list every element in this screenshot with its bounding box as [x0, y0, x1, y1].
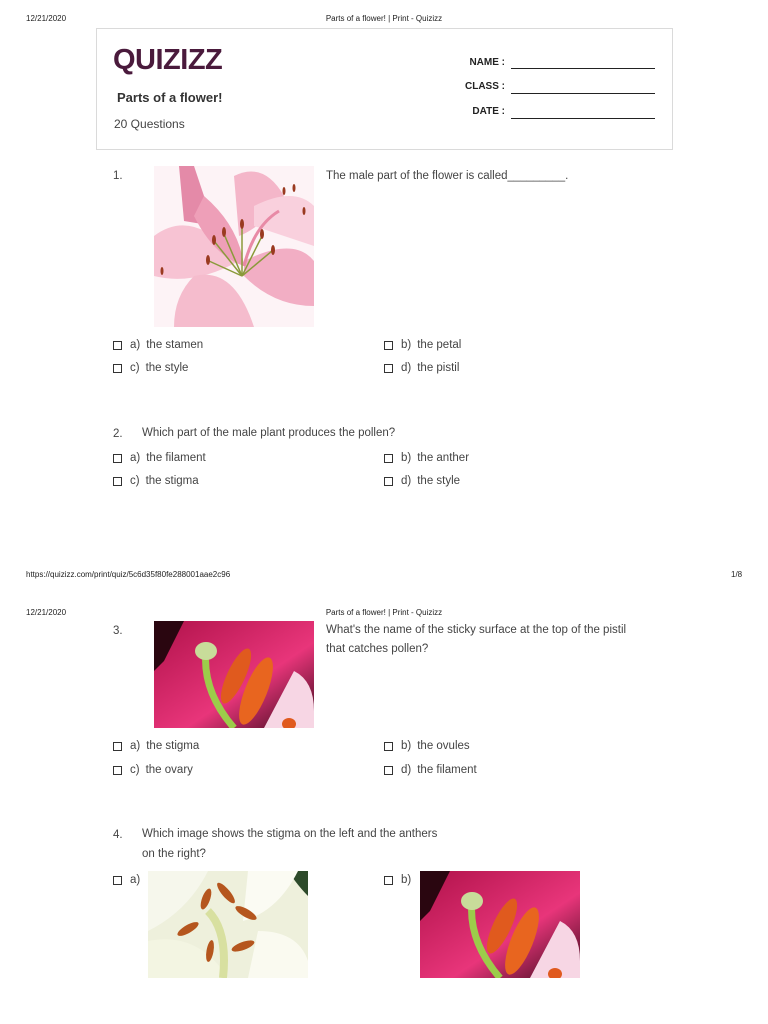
checkbox[interactable] [384, 766, 393, 775]
checkbox[interactable] [113, 742, 122, 751]
option-letter: c) [130, 764, 140, 776]
option-text: the stigma [145, 475, 199, 487]
checkbox[interactable] [113, 364, 122, 373]
question-count: 20 Questions [114, 117, 185, 131]
option-letter: b) [401, 740, 412, 752]
checkbox[interactable] [113, 341, 122, 350]
q2-option-a[interactable] [113, 452, 206, 464]
option-letter: b) [401, 874, 412, 886]
print-page-title: Parts of a flower! | Print - Quizizz [325, 608, 443, 617]
question-4-text-line2: on the right? [142, 848, 206, 860]
class-field[interactable] [511, 93, 655, 94]
q1-option-b[interactable] [384, 339, 461, 351]
name-field[interactable] [511, 68, 655, 69]
option-letter: a) [130, 740, 141, 752]
q4-option-b[interactable] [384, 874, 417, 886]
date-field[interactable] [511, 118, 655, 119]
q1-option-a[interactable] [113, 339, 203, 351]
option-letter: c) [130, 475, 140, 487]
page-number: 1/8 [731, 570, 743, 579]
q3-option-b[interactable] [384, 740, 470, 752]
question-4-number: 4. [113, 829, 123, 841]
checkbox[interactable] [384, 477, 393, 486]
question-4-text-line1: Which image shows the stigma on the left and the anthers [142, 828, 438, 840]
question-1-number: 1. [113, 170, 123, 182]
option-text: the ovules [417, 740, 470, 752]
class-label: CLASS : [465, 81, 505, 92]
option-text: the filament [417, 764, 477, 776]
stigma-closeup-photo [154, 621, 314, 728]
option-text: the stamen [146, 339, 204, 351]
q3-option-c[interactable] [113, 764, 193, 776]
date-label: DATE : [472, 106, 505, 117]
print-date: 12/21/2020 [26, 608, 67, 617]
q1-option-d[interactable] [384, 362, 459, 374]
white-lily-anthers-photo[interactable] [148, 871, 308, 978]
checkbox[interactable] [113, 454, 122, 463]
option-letter: d) [401, 764, 412, 776]
option-letter: a) [130, 339, 141, 351]
option-text: the stigma [146, 740, 200, 752]
checkbox[interactable] [384, 876, 393, 885]
print-page-title: Parts of a flower! | Print - Quizizz [325, 14, 443, 23]
stigma-closeup-photo[interactable] [420, 871, 580, 978]
option-text: the anther [417, 452, 470, 464]
checkbox[interactable] [384, 341, 393, 350]
option-letter: b) [401, 339, 412, 351]
option-letter: a) [130, 874, 141, 886]
question-2-number: 2. [113, 428, 123, 440]
question-3-text-line1: What's the name of the sticky surface at the top of the pistil [326, 624, 627, 636]
q2-option-d[interactable] [384, 475, 460, 487]
q4-option-a[interactable] [113, 874, 146, 886]
q2-option-b[interactable] [384, 452, 469, 464]
checkbox[interactable] [384, 364, 393, 373]
option-letter: c) [130, 362, 140, 374]
q3-option-d[interactable] [384, 764, 477, 776]
quiz-header-card [96, 28, 673, 150]
checkbox[interactable] [384, 454, 393, 463]
option-letter: b) [401, 452, 412, 464]
checkbox[interactable] [113, 766, 122, 775]
question-2-text: Which part of the male plant produces the pollen? [142, 427, 396, 439]
quizizz-logo [113, 41, 225, 75]
svg-text:QUIZIZZ: QUIZIZZ [113, 44, 223, 75]
question-1-text: The male part of the flower is called_________. [326, 170, 569, 182]
option-letter: d) [401, 362, 412, 374]
checkbox[interactable] [113, 876, 122, 885]
quiz-title: Parts of a flower! [117, 90, 223, 105]
checkbox[interactable] [384, 742, 393, 751]
option-text: the pistil [417, 362, 460, 374]
option-text: the filament [146, 452, 206, 464]
question-3-number: 3. [113, 625, 123, 637]
print-url: https://quizizz.com/print/quiz/5c6d35f80fe288001aae2c96 [26, 570, 231, 579]
checkbox[interactable] [113, 477, 122, 486]
print-date: 12/21/2020 [26, 14, 67, 23]
name-label: NAME : [469, 57, 505, 68]
option-letter: a) [130, 452, 141, 464]
question-3-text-line2: that catches pollen? [326, 643, 429, 655]
q1-option-c[interactable] [113, 362, 188, 374]
option-letter: d) [401, 475, 412, 487]
q3-option-a[interactable] [113, 740, 199, 752]
option-text: the ovary [145, 764, 193, 776]
pink-lily-photo [154, 166, 314, 327]
q2-option-c[interactable] [113, 475, 199, 487]
option-text: the style [145, 362, 189, 374]
option-text: the petal [417, 339, 462, 351]
option-text: the style [417, 475, 461, 487]
